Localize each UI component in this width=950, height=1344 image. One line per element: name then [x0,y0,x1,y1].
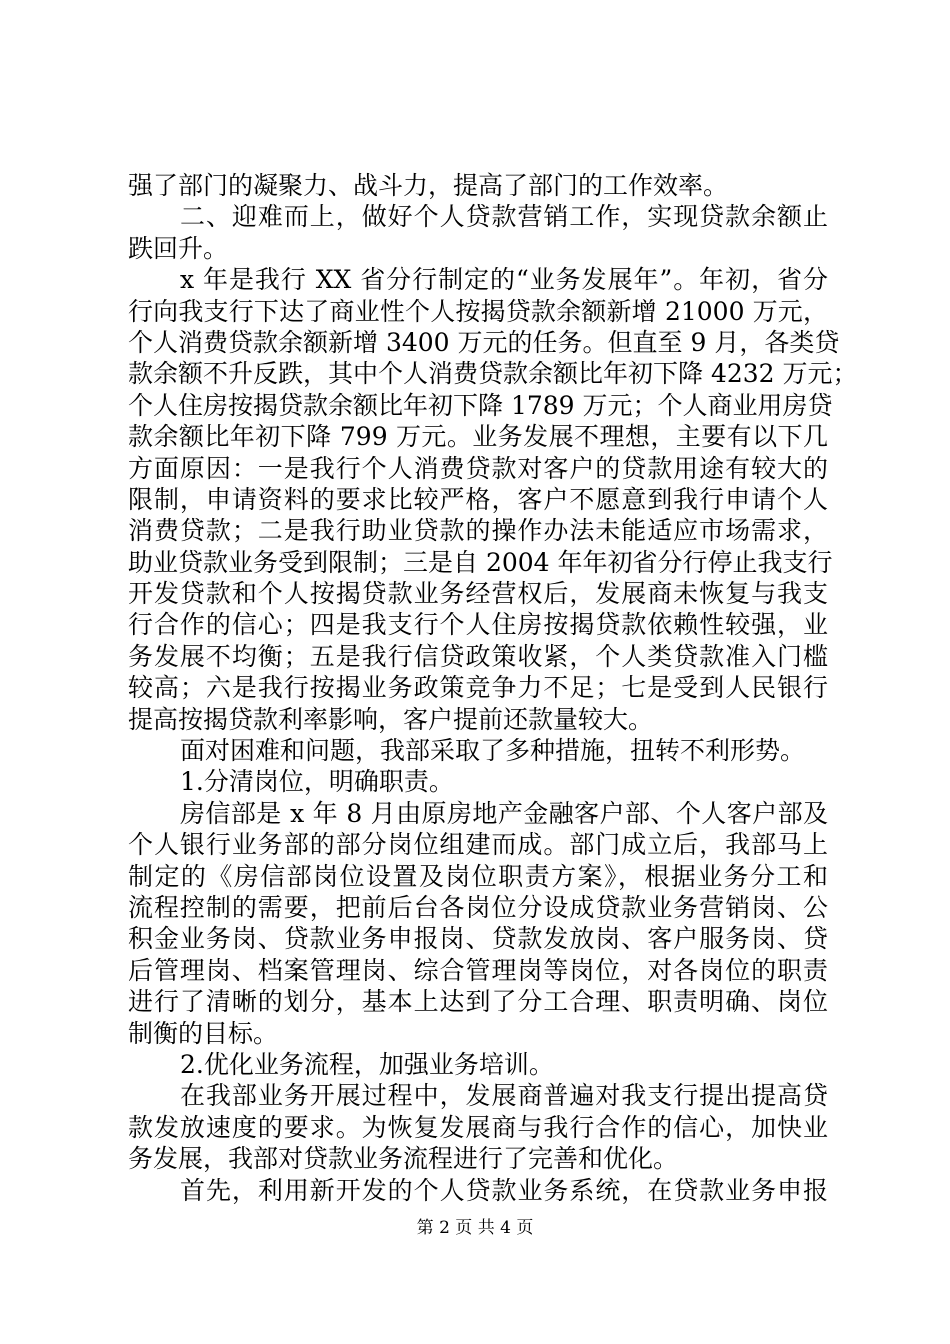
text-line: 积金业务岗、贷款业务申报岗、贷款发放岗、客户服务岗、贷 [128,924,828,954]
text-line: 个人消费贷款余额新增 3400 万元的任务。但直至 9 月，各类贷 [128,327,840,357]
text-line: 个人银行业务部的部分岗位组建而成。部门成立后，我部马上 [128,830,828,860]
text-line: 款余额比年初下降 799 万元。业务发展不理想，主要有以下几 [128,422,828,452]
text-line: 跌回升。 [128,233,229,263]
page-footer: 第 2 页 共 4 页 [416,1218,534,1238]
text-line: 消费贷款；二是我行助业贷款的操作办法未能适应市场需求， [128,516,828,546]
text-line: 流程控制的需要，把前后台各岗位分设成贷款业务营销岗、公 [128,892,828,922]
text-line: 款发放速度的要求。为恢复发展商与我行合作的信心，加快业 [128,1112,828,1142]
text-line: 行合作的信心；四是我支行个人住房按揭贷款依赖性较强，业 [128,610,828,640]
text-line: 二、迎难而上，做好个人贷款营销工作，实现贷款余额止 [180,202,828,232]
document-body [128,170,858,1206]
text-line: 行向我支行下达了商业性个人按揭贷款余额新增 21000 万元， [128,296,828,326]
text-line: 务发展不均衡；五是我行信贷政策收紧，个人类贷款准入门槛 [128,641,828,671]
text-line: 强了部门的凝聚力、战斗力，提高了部门的工作效率。 [128,171,729,200]
text-line: 提高按揭贷款利率影响，客户提前还款量较大。 [128,704,654,734]
text-line: 方面原因：一是我行个人消费贷款对客户的贷款用途有较大的 [128,453,828,483]
text-line: 进行了清晰的划分，基本上达到了分工合理、职责明确、岗位 [128,987,828,1017]
text-line: 开发贷款和个人按揭贷款业务经营权后，发展商未恢复与我支 [128,579,828,609]
text-line: 面对困难和问题，我部采取了多种措施，扭转不利形势。 [180,736,806,766]
text-line: 助业贷款业务受到限制；三是自 2004 年年初省分行停止我支行 [128,547,833,577]
text-line: 房信部是 x 年 8 月由原房地产金融客户部、个人客户部及 [180,798,828,828]
text-line: 个人住房按揭贷款余额比年初下降 1789 万元；个人商业用房贷 [128,390,833,420]
text-line: 2.优化业务流程，加强业务培训。 [180,1049,554,1079]
text-line: 首先，利用新开发的个人贷款业务系统，在贷款业务申报 [180,1175,828,1205]
text-line: 制定的《房信部岗位设置及岗位职责方案》，根据业务分工和 [128,861,828,891]
text-line: 较高；六是我行按揭业务政策竞争力不足；七是受到人民银行 [128,673,828,703]
text-line: 限制，申请资料的要求比较严格，客户不愿意到我行申请个人 [128,484,828,514]
text-line: 1.分清岗位，明确职责。 [180,767,454,797]
text-line: 务发展，我部对贷款业务流程进行了完善和优化。 [128,1144,679,1174]
text-line: 后管理岗、档案管理岗、综合管理岗等岗位，对各岗位的职责 [128,955,828,985]
text-line: 在我部业务开展过程中，发展商普遍对我支行提出提高贷 [180,1081,828,1111]
text-line: 款余额不升反跌，其中个人消费贷款余额比年初下降 4232 万元； [128,359,858,389]
text-line: 制衡的目标。 [128,1018,279,1048]
text-line: x 年是我行 XX 省分行制定的“业务发展年”。年初，省分 [180,265,828,295]
